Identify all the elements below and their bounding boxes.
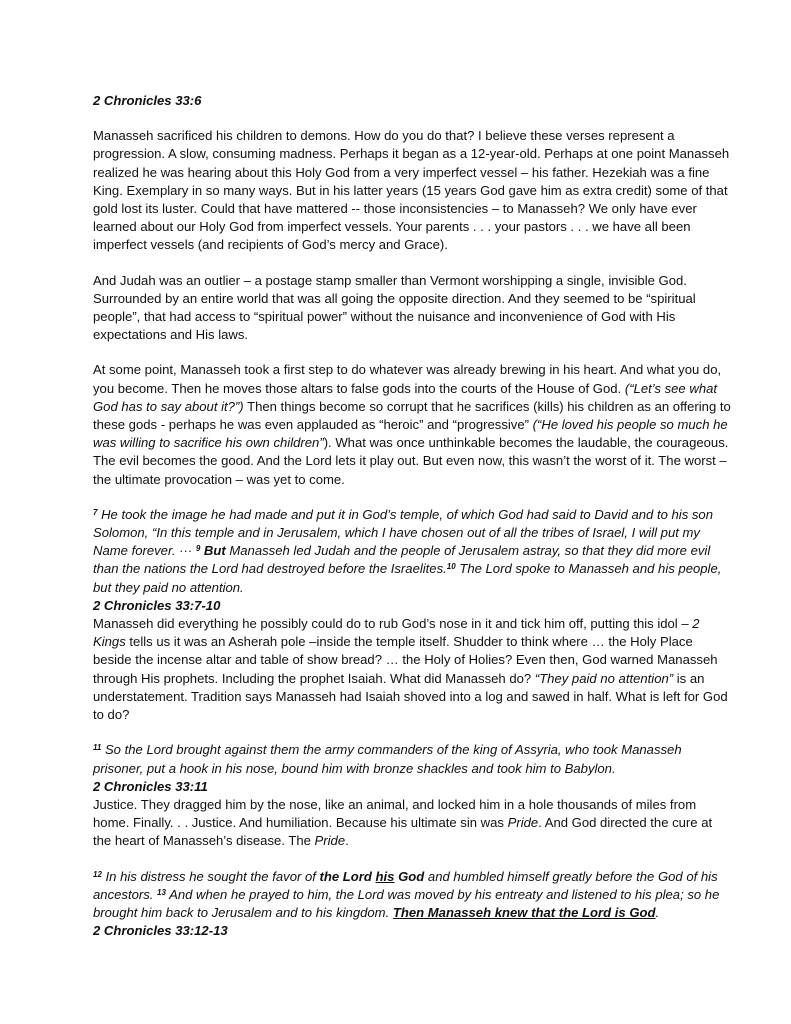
paragraph-judah-outlier: And Judah was an outlier – a postage stamp smaller than Vermont worshipping a single, invisible God. Surrounded by an entire world that was all going the opposite direction. And they seemed to be “spiritual people”, that had access to “spiritual power” without the nuisance and inconvenience of God with His expectations and His laws. [93, 272, 696, 343]
verse-text: and humbled himself greatly before the God of his ancestors. [93, 868, 718, 902]
text-run: At some point, Manasseh took a first step to do whatever was already brewing in his heart. And what you do, you become. Then he moves those altars to false gods into the courts of the House of God. [93, 362, 722, 396]
paragraph-manasseh-sacrifice: Manasseh sacrificed his children to demons. How do you do that? I believe these verses represent a progression. A slow, consuming madness. Perhaps it began as a 12-year-old. Perhaps at one point Manasseh realized he was hearing about this Holy God from a very imperfect vessel – his father. Hezekiah was a fine King. Exemplary in so many ways. But in his latter years (15 years God gave him as extra credit) some of that gold lost its luster. Could that have mattered -- those inconsistencies – to Manasseh? We only have ever learned about our Holy God from imperfect vessels. Your parents . . . your pastors . . . we have all been imperfect vessels (and recipients of God’s mercy and Grace). [93, 128, 730, 253]
verse-text: He took the image he had made and put it in God’s temple, of which God had said to David and to his son Solomon, “In this temple and in Jerusalem, which I have chosen out of all the tribes of Israel, I will put my Name forever. ··· [93, 506, 713, 559]
verse-text: In his distress he sought the favor of [101, 868, 320, 884]
text-run: Then things become so corrupt that he sacrifices (kills) his children as an offering to these gods - perhaps he was even applauded as “heroic” and “progressive” [93, 398, 731, 433]
text-run: . And God directed the cure at the heart of Manasseh’s disease. The [93, 815, 713, 849]
bold-run: But [200, 543, 226, 559]
scripture-reference: 2 Chronicles 33:12-13 [93, 923, 228, 939]
bold-underline-run: Then Manasseh knew that the Lord is God [392, 904, 656, 920]
bold-run: God [394, 868, 425, 884]
text-run: . [345, 833, 349, 849]
bold-underline-run: his [375, 868, 395, 884]
verse-text: The Lord spoke to Manasseh and his people, but they paid no attention. [93, 561, 722, 595]
verse-quote-11 [93, 741, 731, 777]
text-run: is an understatement. Tradition says Manasseh had Isaiah shoved into a log and sawed in half. What is left for God to do? [93, 670, 728, 723]
verse-number: 7 [93, 507, 98, 517]
text-run: tells us it was an Asherah pole –inside the temple itself. Shudder to think where … the Holy Place beside the incense altar and table of show bread? … the Holy of Holies? Even then, God warned Manasseh through His prophets. Including the prophet Isaiah. What did Manasseh do? [93, 634, 718, 686]
text-run: Manasseh did everything he possibly could do to rub God’s nose in it and tick him off, putting this idol – [93, 616, 693, 632]
italic-run: (“He loved his people so much he was willing to sacrifice his own children” [93, 417, 728, 451]
scripture-reference: 2 Chronicles 33:7-10 [93, 597, 221, 613]
verse-quote-7-10 [93, 506, 731, 597]
scripture-reference: 2 Chronicles 33:6 [93, 93, 202, 108]
text-run: ). What was once unthinkable becomes the laudable, the courageous. The evil becomes the good. And the Lord lets it play out. But even now, this wasn’t the worst of it. The worst – the ultimate provocation – was yet to come. [93, 435, 729, 487]
verse-text: Manasseh led Judah and the people of Jerusalem astray, so that they did more evil than the nations the Lord had destroyed before the Israelites. [93, 543, 711, 577]
verse-number: 10 [446, 562, 456, 572]
verse-number: 13 [157, 887, 166, 897]
paragraph-nose-rub [93, 615, 731, 724]
paragraph-justice [93, 796, 731, 851]
bold-run: the Lord [319, 868, 376, 884]
text-run: Justice. They dragged him by the nose, like an animal, and locked him in a hole thousands of miles from home. Finally. . . Justice. And humiliation. Because his ultimate sin was [93, 796, 697, 831]
verse-number: 12 [93, 869, 102, 879]
scripture-reference: 2 Chronicles 33:11 [93, 778, 208, 794]
italic-run: Pride [507, 815, 539, 831]
verse-text: And when he prayed to him, the Lord was moved by his entreaty and listened to his plea; so he brought him back to Jerusalem and to his kingdom. [93, 886, 720, 920]
verse-number: 11 [93, 743, 102, 753]
verse-number: 9 [195, 544, 201, 554]
paragraph-first-step [93, 361, 731, 488]
italic-run: “They paid no attention” [534, 670, 674, 686]
verse-quote-12-13 [93, 868, 731, 923]
italic-run: 2 Kings [93, 616, 700, 650]
italic-run: (“Let’s see what God has to say about it?”) [93, 380, 718, 414]
verse-text: So the Lord brought against them the army commanders of the king of Assyria, who took Manasseh prisoner, put a hook in his nose, bound him with bronze shackles and took him to Babylon. [93, 742, 682, 776]
verse-text: . [655, 904, 660, 920]
italic-run: Pride [314, 833, 346, 849]
